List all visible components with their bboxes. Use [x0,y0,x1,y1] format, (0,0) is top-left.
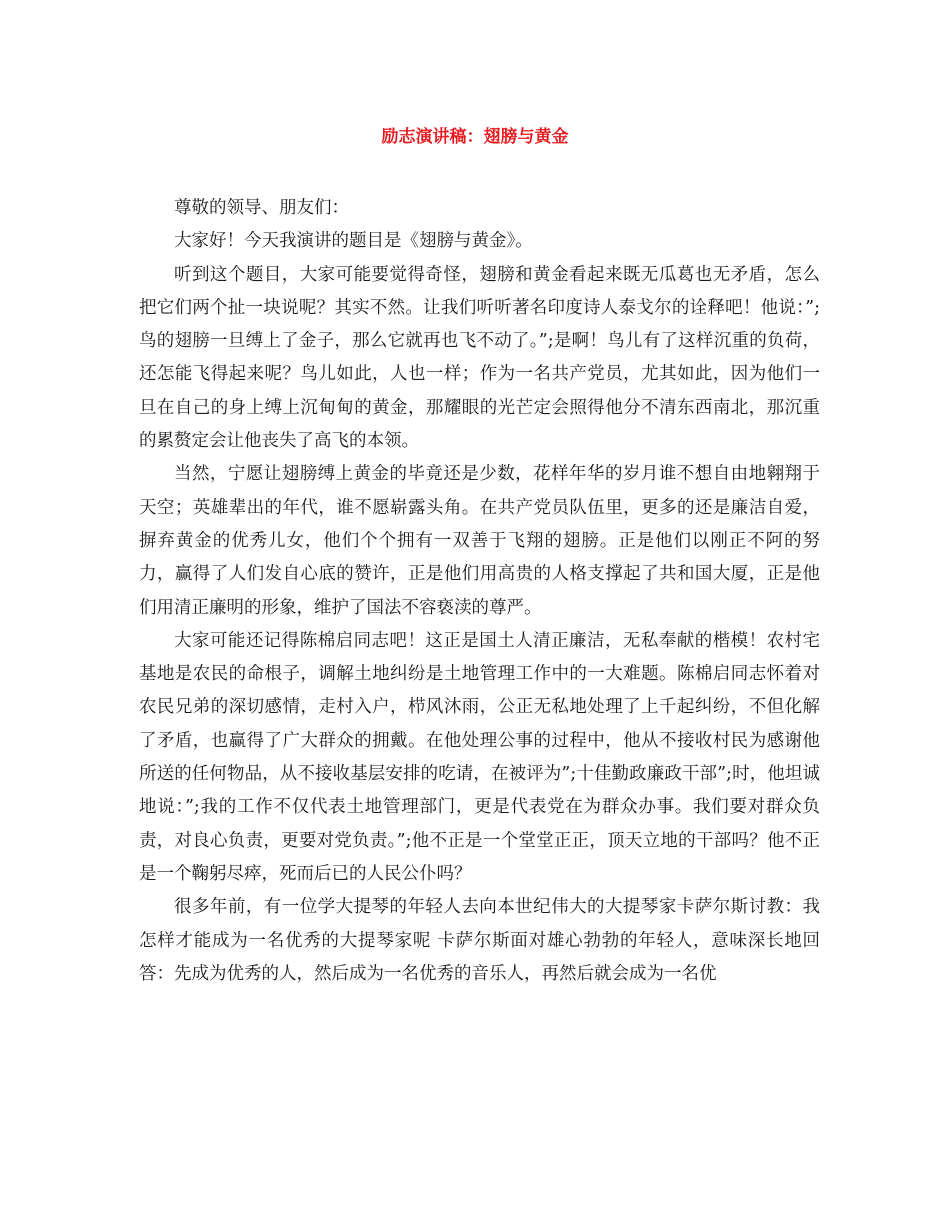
body-paragraph: 很多年前，有一位学大提琴的年轻人去向本世纪伟大的大提琴家卡萨尔斯讨教：我怎样才能成为一名优秀的大提琴家呢 卡萨尔斯面对雄心勃勃的年轻人，意味深长地回答：先成为优秀的人，然后成为一名优秀的音乐人，再然后就会成为一名优 [139,897,820,984]
body-paragraph: 听到这个题目，大家可能要觉得奇怪，翅膀和黄金看起来既无瓜葛也无矛盾，怎么把它们两个扯一块说呢？其实不然。让我们听听著名印度诗人泰戈尔的诠释吧！他说：”;鸟的翅膀一旦缚上了金子，那么它就再也飞不动了。”;是啊！鸟儿有了这样沉重的负荷，还怎能飞得起来呢？鸟儿如此，人也一样；作为一名共产党员，尤其如此，因为他们一旦在自己的身上缚上沉甸甸的黄金，那耀眼的光芒定会照得他分不清东西南北，那沉重的累赘定会让他丧失了高飞的本领。 [139,264,820,452]
body-paragraph: 当然，宁愿让翅膀缚上黄金的毕竟还是少数，花样年华的岁月谁不想自由地翱翔于天空；英雄辈出的年代，谁不愿崭露头角。在共产党员队伍里，更多的还是廉洁自爱，摒弃黄金的优秀儿女，他们个个拥有一双善于飞翔的翅膀。正是他们以刚正不阿的努力，赢得了人们发自心底的赞许，正是他们用高贵的人格支撑起了共和国大厦，正是他们用清正廉明的形象，维护了国法不容亵渎的尊严。 [139,464,820,618]
document-title: 励志演讲稿：翅膀与黄金 [381,127,569,147]
greeting-paragraph: 大家好！今天我演讲的题目是《翅膀与黄金》。 [174,231,533,252]
document-body [139,192,820,991]
salutation-paragraph: 尊敬的领导、朋友们： [174,198,349,218]
body-paragraph: 大家可能还记得陈棉启同志吧！这正是国土人清正廉洁，无私奉献的楷模！农村宅基地是农民的命根子，调解土地纠纷是土地管理工作中的一大难题。陈棉启同志怀着对农民兄弟的深切感情，走村入户，栉风沐雨，公正无私地处理了上千起纠纷，不但化解了矛盾，也赢得了广大群众的拥戴。在他处理公事的过程中，他从不接收村民为感谢他所送的任何物品，从不接收基层安排的吃请，在被评为”;十佳勤政廉政干部”;时，他坦诚地说：”;我的工作不仅代表土地管理部门，更是代表党在为群众办事。我们要对群众负责，对良心负责，更要对党负责。”;他不正是一个堂堂正正，顶天立地的干部吗？他不正是一个鞠躬尽瘁，死而后已的人民公仆吗？ [139,630,820,884]
